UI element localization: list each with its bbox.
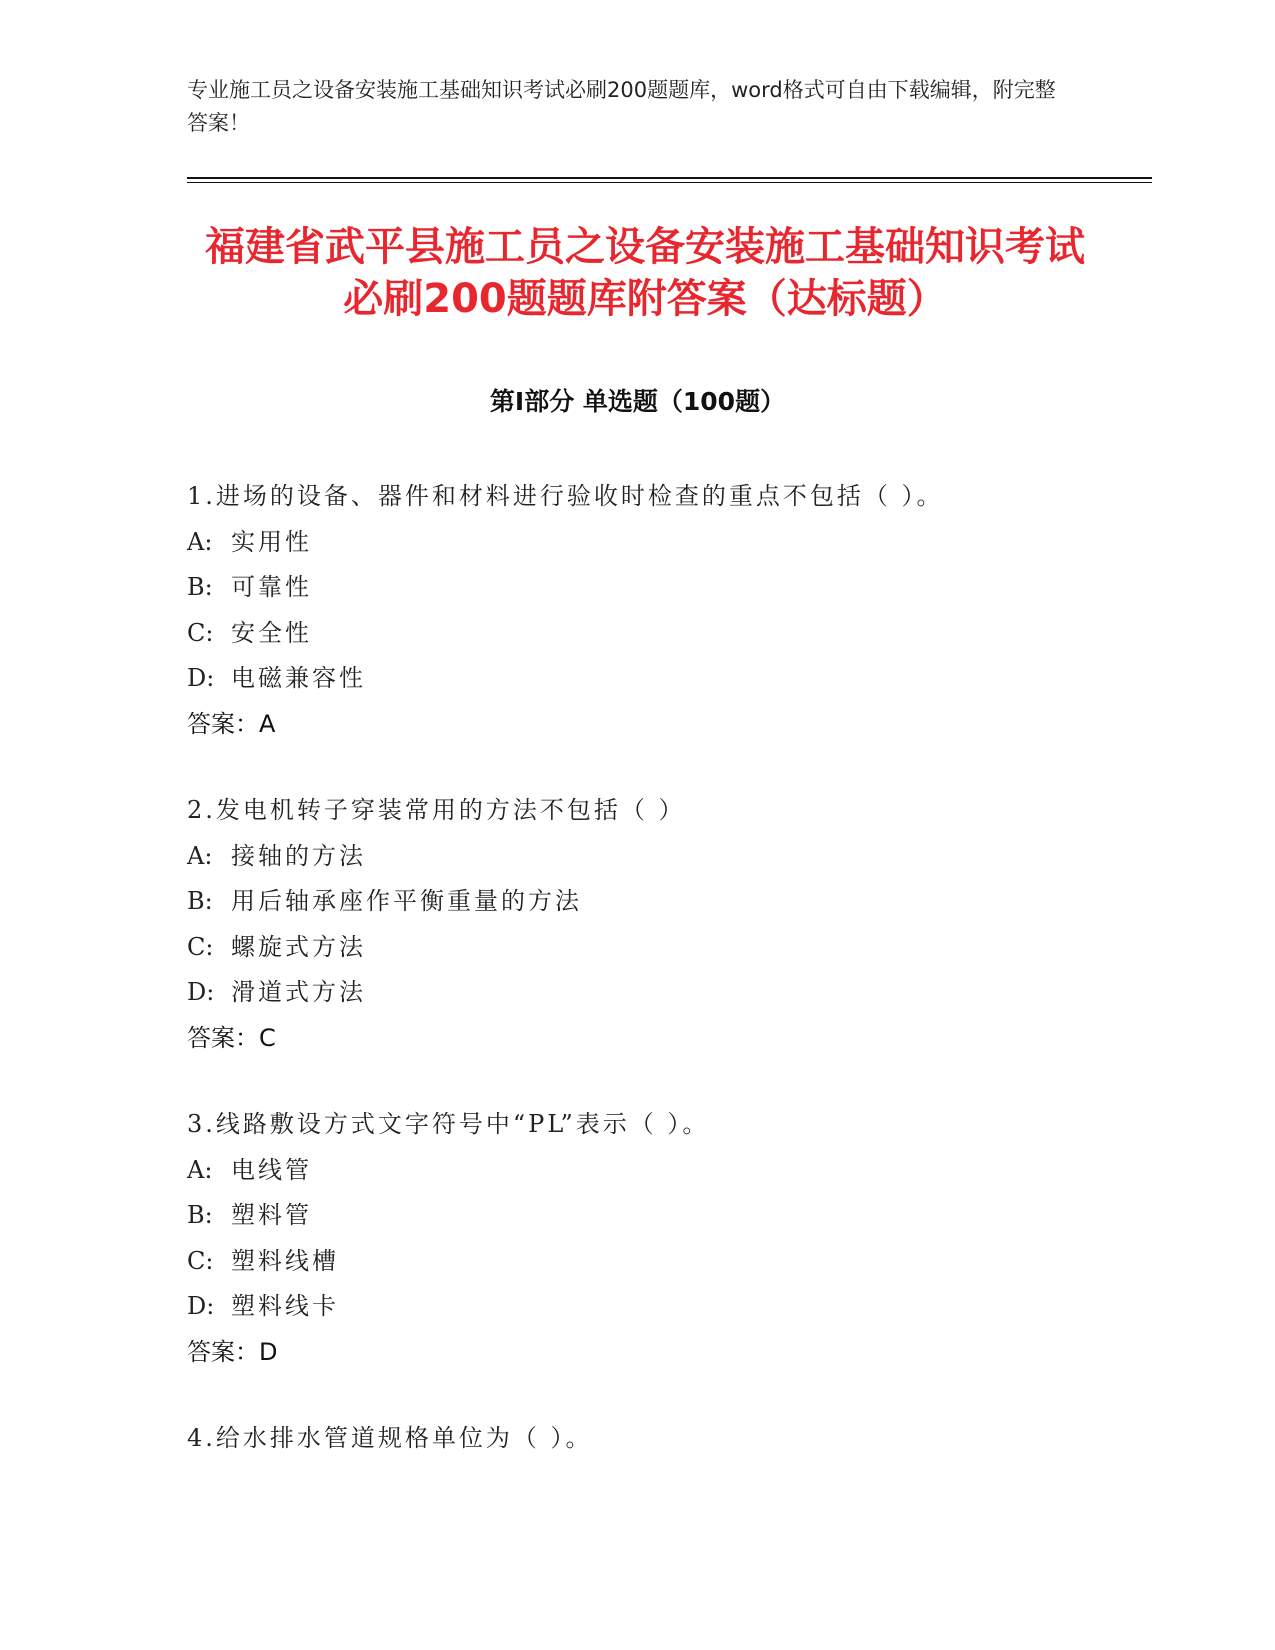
option-text: 塑料线槽 [231, 1246, 339, 1275]
option-d [187, 656, 1147, 702]
question-text: 4.给水排水管道规格单位为（ ）。 [187, 1424, 593, 1452]
option-a [187, 520, 1147, 566]
option-text: 实用性 [231, 527, 312, 556]
option-a [187, 1148, 1147, 1194]
option-text: 用后轴承座作平衡重量的方法 [231, 887, 582, 915]
option-letter: B: [187, 573, 213, 601]
option-letter: C: [187, 1246, 214, 1275]
header-divider-thin [187, 182, 1152, 183]
question-list [187, 474, 1147, 1503]
option-text: 安全性 [231, 618, 312, 647]
question-text: 3.线路敷设方式文字符号中“PL”表示（ ）。 [187, 1110, 710, 1138]
option-d [187, 970, 1147, 1016]
header-divider-thick [187, 177, 1152, 179]
option-b [187, 1193, 1147, 1239]
header-note: 专业施工员之设备安装施工基础知识考试必刷200题题库，word格式可自由下载编辑，附完整答案！ [187, 78, 1056, 135]
answer: 答案：D [187, 1337, 278, 1366]
option-text: 可靠性 [231, 573, 312, 601]
option-letter: B: [187, 1201, 213, 1229]
option-text: 接轴的方法 [231, 841, 366, 870]
document-title: 福建省武平县施工员之设备安装施工基础知识考试必刷200题题库附答案（达标题） [205, 224, 1085, 322]
answer: 答案：C [187, 1023, 276, 1052]
question-text: 1.进场的设备、器件和材料进行验收时检查的重点不包括（ ）。 [187, 482, 944, 510]
question-text: 2.发电机转子穿装常用的方法不包括（ ） [187, 796, 686, 824]
option-d [187, 1284, 1147, 1330]
option-text: 塑料管 [231, 1201, 312, 1229]
option-text: 电磁兼容性 [231, 664, 366, 692]
question-4 [187, 1416, 1147, 1462]
question-3 [187, 1102, 1147, 1375]
option-letter: D: [187, 1292, 215, 1320]
option-letter: A: [187, 1155, 213, 1184]
option-letter: D: [187, 664, 215, 692]
option-c [187, 925, 1147, 971]
question-1 [187, 474, 1147, 747]
option-c [187, 1239, 1147, 1285]
option-b [187, 565, 1147, 611]
option-letter: D: [187, 978, 215, 1006]
option-text: 电线管 [231, 1155, 312, 1184]
option-letter: C: [187, 932, 214, 961]
section-heading: 第I部分 单选题（100题） [489, 387, 786, 416]
option-text: 滑道式方法 [231, 978, 366, 1006]
option-c [187, 611, 1147, 657]
answer: 答案：A [187, 709, 276, 738]
option-a [187, 834, 1147, 880]
option-text: 螺旋式方法 [231, 932, 366, 961]
option-letter: B: [187, 887, 213, 915]
question-2 [187, 788, 1147, 1061]
option-letter: A: [187, 527, 213, 556]
option-b [187, 879, 1147, 925]
option-letter: C: [187, 618, 214, 647]
option-letter: A: [187, 841, 213, 870]
option-text: 塑料线卡 [231, 1292, 339, 1320]
